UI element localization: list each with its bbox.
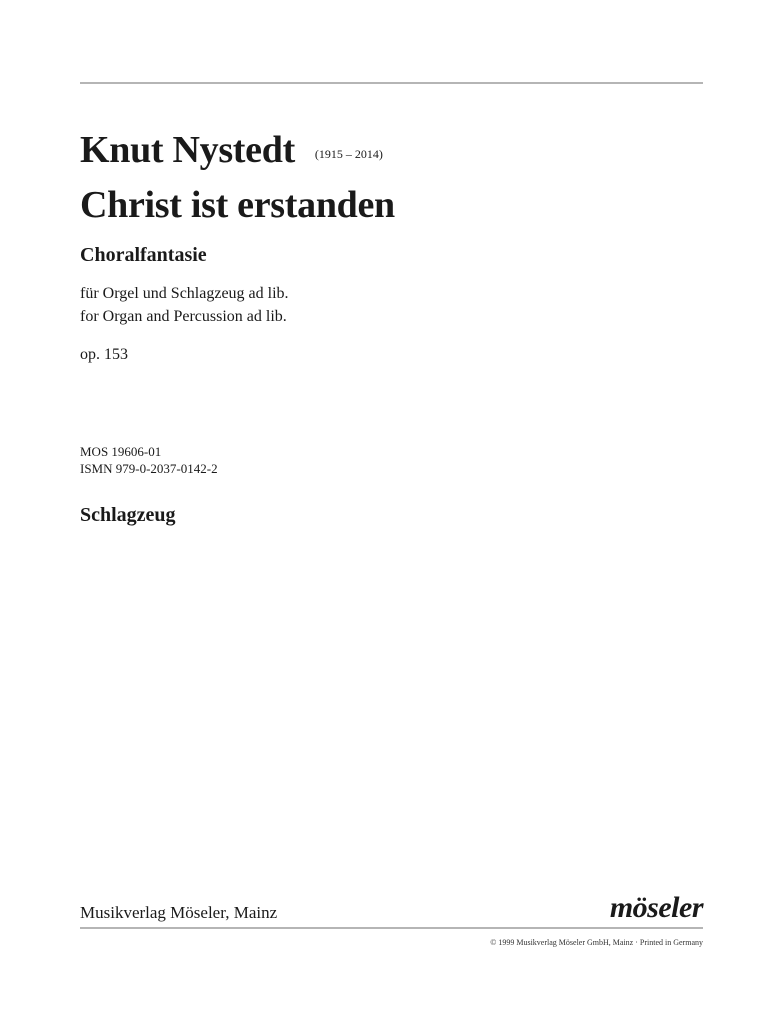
instrumentation-english: for Organ and Percussion ad lib.: [80, 308, 287, 325]
bottom-divider: [80, 927, 703, 929]
work-subtitle: Choralfantasie: [80, 244, 207, 266]
composer-line: [80, 128, 383, 172]
publisher-name: Musikverlag Möseler, Mainz: [80, 903, 278, 922]
publisher-logo: möseler: [609, 891, 703, 924]
part-name: Schlagzeug: [80, 504, 176, 526]
instrumentation-german: für Orgel und Schlagzeug ad lib.: [80, 285, 289, 302]
work-title: Christ ist erstanden: [80, 184, 395, 226]
copyright-notice: © 1999 Musikverlag Möseler GmbH, Mainz · Printed in Germany: [490, 938, 703, 947]
top-divider: [80, 82, 703, 84]
composer-dates: (1915 – 2014): [314, 147, 383, 161]
composer-name: Knut Nystedt: [80, 129, 295, 171]
catalog-number: MOS 19606-01: [80, 444, 162, 459]
ismn-number: ISMN 979-0-2037-0142-2: [80, 461, 218, 476]
opus-number: op. 153: [80, 346, 128, 363]
